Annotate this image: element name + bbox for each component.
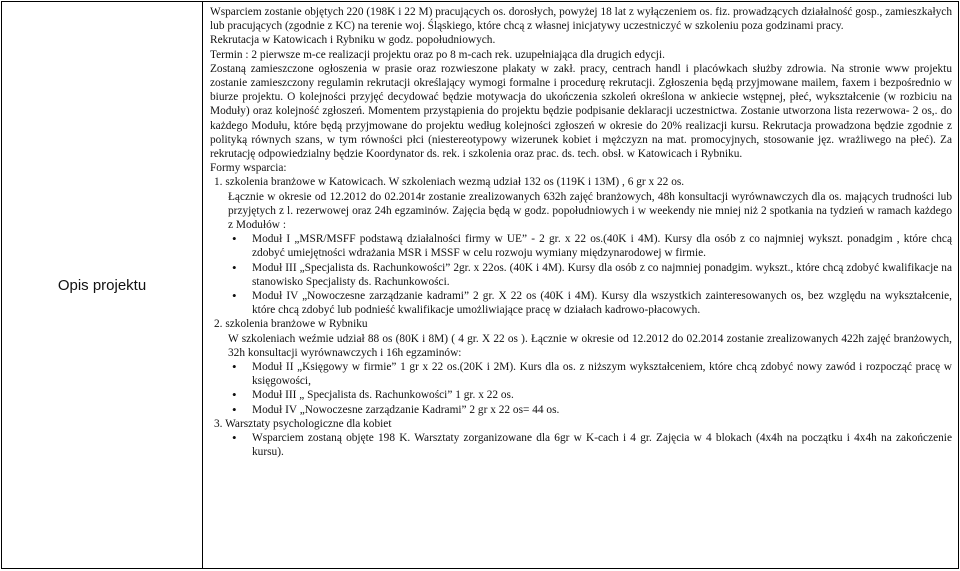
- paragraph-recruitment-procedure: Zostaną zamieszczone ogłoszenia w prasie oraz rozwieszone plakaty w zakł. pracy, centrach handl i placówkach służby zdrowia. Na stronie www projektu zostanie zamieszczony regulamin rekrutacji określający wymogi formalne i procedurę rekrutacji. Zgłoszenia będą przyjmowane mailem, faxem i bezpośrednio w biurze projektu. O kolejności przyjęć decydować będzie motywacja do ukończenia szkoleń określona w ankiecie wstępnej, płeć, wykształcenie (w rozbiciu na Moduły) oraz kolejność zgłoszeń. Momentem przystąpienia do projektu będzie podpisanie deklaracji uczestnictwa. Zostanie utworzona lista rezerwowa- 2 os,. do każdego Modułu, które będą przyjmowane do projektu według kolejności zgłoszeń w okresie do 20% realizacji kursu. Rekrutacja prowadzona będzie zgodnie z polityką równych szans, w tym równości płci (niestereotypowy wizerunek kobiet i mężczyzn na mat. promocyjnych, stosowanie jęz. wrażliwego na płeć). Za rekrutację odpowiedzialny będzie Koordynator ds. rek. i szkolenia oraz prac. ds. tech. obsł. w Katowicach i Rybniku.: [210, 62, 952, 161]
- list-item: • Moduł III „ Specjalista ds. Rachunkowości” 1 gr. x 22 os.: [210, 388, 952, 402]
- section-workshops: [210, 417, 952, 460]
- list-item: • Wsparciem zostaną objęte 198 K. Warsztaty zorganizowane dla 6gr w K-cach i 4 gr. Zajęcia w 4 blokach (4x4h na początku i 4x4h na zakończenie kursu).: [210, 431, 952, 459]
- list-item: • Moduł IV „Nowoczesne zarządzanie kadrami” 2 gr. X 22 os (40K i 4M). Kursy dla wszystkich zainteresowanych os, bez względu na wykształcenie, które chcą zdobyć lub podnieść kwalifikacje umożliwiające pracę w działach kadrowo-płacowych.: [210, 289, 952, 317]
- paragraph-participants: Wsparciem zostanie objętych 220 (198K i 22 M) pracujących os. dorosłych, powyżej 18 lat z wyłączeniem os. fiz. prowadzących działalność gosp., zamieszkałych lub pracujących (zgodnie z KC) na terenie woj. Śląskiego, które chcą z własnej inicjatywy uczestniczyć w szkoleniu poza godzinami pracy.: [210, 6, 952, 33]
- module-list: [210, 431, 952, 459]
- section-heading: 1. szkolenia branżowe w Katowicach. W szkoleniach wezmą udział 132 os (119K i 13M) , 6 gr x 22 os.: [214, 176, 685, 189]
- module-list: [210, 232, 952, 317]
- section-heading: 2. szkolenia branżowe w Rybniku: [214, 318, 368, 331]
- paragraph-recruitment-term: Termin : 2 pierwsze m-ce realizacji projektu oraz po 8 m-cach rek. uzupełniająca dla drugich edycji.: [210, 48, 665, 61]
- list-item: • Moduł IV „Nowoczesne zarządzanie Kadrami” 2 gr x 22 os= 44 os.: [210, 403, 952, 417]
- section-heading: 3. Warsztaty psychologiczne dla kobiet: [214, 417, 392, 430]
- support-forms-heading: Formy wsparcia:: [210, 162, 287, 175]
- list-item: • Moduł III „Specjalista ds. Rachunkowości” 2gr. x 22os. (40K i 4M). Kursy dla osób z co najmniej ponadgim. wykszt., które chcą zdobyć kwalifikacje na stanowisko Specjalisty ds. Rachunkowości.: [210, 261, 952, 289]
- row-label: Opis projektu: [2, 2, 203, 569]
- list-item: • Moduł I „MSR/MSFF podstawą działalności firmy w UE” - 2 gr. x 22 os.(40K i 4M). Kursy dla osób z co najmniej wykszt. ponadgim , które chcą zdobyć umiejętności wdrażania MSR i MSSF w celu rozwoju wymiany międzynarodowej w firmie.: [210, 232, 952, 260]
- section-body: W szkoleniach weźmie udział 88 os (80K i 8M) ( 4 gr. X 22 os ). Łącznie w okresie od 12.2012 do 02.2014 zostanie zrealizowanych 422h zajęć branżowych, 32h konsultacji wyrównawczych i 16h egzaminów:: [228, 332, 952, 359]
- project-description-content: [203, 2, 959, 569]
- module-list: [210, 360, 952, 417]
- section-body: Łącznie w okresie od 12.2012 do 02.2014r zostanie zrealizowanych 632h zajęć branżowych, 48h konsultacji wyrównawczych dla os. mających trudności lub przyjętych z l. rezerwowej oraz 24h egzaminów. Zajęcia będą w godz. popołudniowych i w weekendy nie mniej niż 2 spotkania na tydzień w ramach każdego z Modułów :: [228, 190, 952, 232]
- paragraph-recruitment-place: Rekrutacja w Katowicach i Rybniku w godz. popołudniowych.: [210, 34, 496, 47]
- section-rybnik: [210, 317, 952, 416]
- project-description-table: [1, 1, 959, 569]
- list-item: • Moduł II „Księgowy w firmie” 1 gr x 22 os.(20K i 2M). Kurs dla os. z niższym wykształceniem, które chcą zdobyć nowy zawód i rozpocząć pracę w księgowości,: [210, 360, 952, 388]
- support-forms-list: [210, 175, 952, 459]
- section-katowice: [210, 175, 952, 317]
